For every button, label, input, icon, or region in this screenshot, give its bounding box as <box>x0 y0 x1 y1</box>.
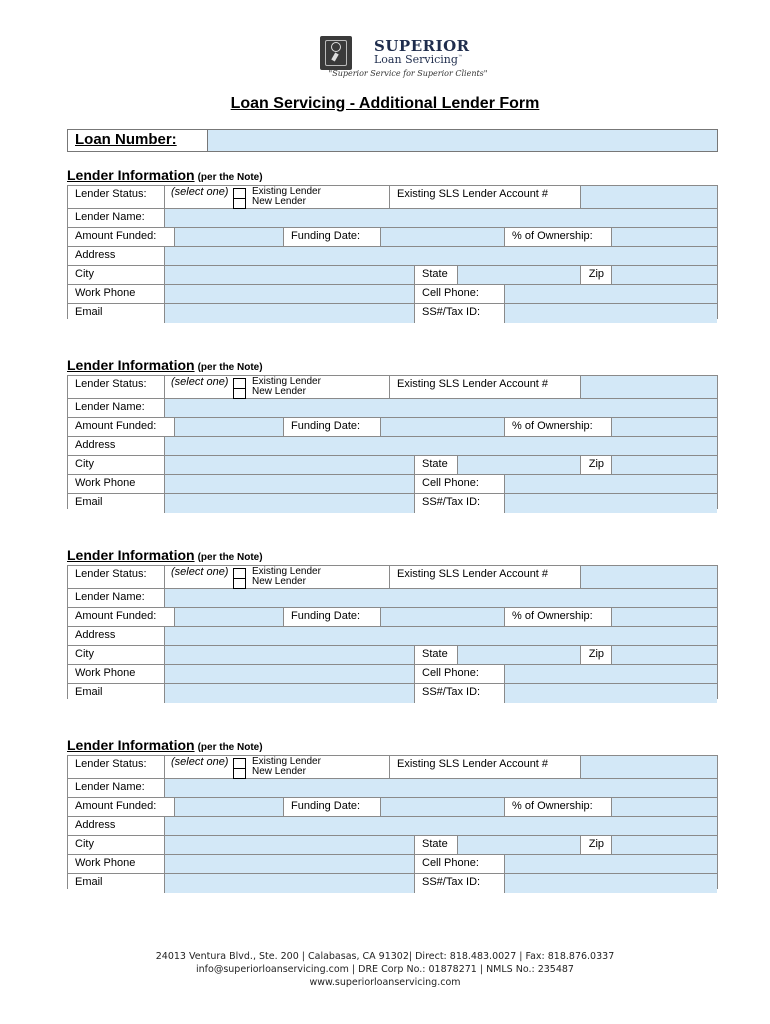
lender-name-label: Lender Name: <box>68 399 165 418</box>
select-one-hint: (select one) <box>171 186 229 198</box>
existing-lender-label: Existing Lender <box>252 756 321 767</box>
brand-tagline: "Superior Service for Superior Clients" <box>328 69 488 78</box>
work-phone-label: Work Phone <box>68 475 165 494</box>
cell-phone-label: Cell Phone: <box>415 855 505 874</box>
select-one-hint: (select one) <box>171 566 229 578</box>
form-title: Loan Servicing - Additional Lender Form <box>230 95 540 112</box>
new-lender-label: New Lender <box>252 386 306 397</box>
state-field[interactable] <box>458 836 581 855</box>
state-field[interactable] <box>458 456 581 475</box>
funding-date-field[interactable] <box>381 228 505 247</box>
lender-name-label: Lender Name: <box>68 589 165 608</box>
lender-status-label: Lender Status: <box>68 756 165 779</box>
ssn-label: SS#/Tax ID: <box>415 304 505 323</box>
lender-information-section <box>67 357 717 521</box>
existing-account-label: Existing SLS Lender Account # <box>390 756 581 779</box>
lender-name-field[interactable] <box>165 399 717 418</box>
zip-field[interactable] <box>612 266 717 285</box>
footer-address: 24013 Ventura Blvd., Ste. 200 | Calabasas, CA 91302| Direct: 818.483.0027 | Fax: 818.876.0337 <box>155 951 615 962</box>
work-phone-label: Work Phone <box>68 665 165 684</box>
zip-label: Zip <box>581 266 612 285</box>
address-field[interactable] <box>165 817 717 836</box>
lender-name-label: Lender Name: <box>68 779 165 798</box>
loan-number-row <box>67 129 718 152</box>
cell-phone-field[interactable] <box>505 475 717 494</box>
cell-phone-label: Cell Phone: <box>415 475 505 494</box>
new-lender-label: New Lender <box>252 576 306 587</box>
ownership-label: % of Ownership: <box>505 608 612 627</box>
cell-phone-field[interactable] <box>505 665 717 684</box>
zip-field[interactable] <box>612 836 717 855</box>
footer <box>0 950 770 989</box>
new-lender-label: New Lender <box>252 196 306 207</box>
address-label: Address <box>68 817 165 836</box>
existing-lender-label: Existing Lender <box>252 376 321 387</box>
zip-field[interactable] <box>612 646 717 665</box>
email-field[interactable] <box>165 304 415 323</box>
work-phone-field[interactable] <box>165 855 415 874</box>
loan-number-field[interactable] <box>209 130 717 151</box>
amount-funded-label: Amount Funded: <box>68 418 175 437</box>
address-label: Address <box>68 247 165 266</box>
funding-date-field[interactable] <box>381 798 505 817</box>
email-label: Email <box>68 494 165 513</box>
cell-phone-label: Cell Phone: <box>415 285 505 304</box>
email-field[interactable] <box>165 494 415 513</box>
state-field[interactable] <box>458 646 581 665</box>
cell-phone-field[interactable] <box>505 285 717 304</box>
lender-name-label: Lender Name: <box>68 209 165 228</box>
cell-phone-field[interactable] <box>505 855 717 874</box>
city-field[interactable] <box>165 456 415 475</box>
lender-grid <box>67 375 718 509</box>
lender-name-field[interactable] <box>165 209 717 228</box>
select-one-hint: (select one) <box>171 376 229 388</box>
funding-date-label: Funding Date: <box>284 418 381 437</box>
loan-number-label: Loan Number: <box>68 130 208 151</box>
state-field[interactable] <box>458 266 581 285</box>
section-title: Lender Information (per the Note) <box>67 357 263 373</box>
ssn-field[interactable] <box>505 494 717 513</box>
funding-date-field[interactable] <box>381 418 505 437</box>
ssn-field[interactable] <box>505 304 717 323</box>
email-field[interactable] <box>165 684 415 703</box>
address-field[interactable] <box>165 247 717 266</box>
new-lender-checkbox[interactable] <box>233 388 246 399</box>
amount-funded-field[interactable] <box>175 608 284 627</box>
ssn-label: SS#/Tax ID: <box>415 874 505 893</box>
lender-grid <box>67 565 718 699</box>
cell-phone-label: Cell Phone: <box>415 665 505 684</box>
funding-date-label: Funding Date: <box>284 798 381 817</box>
city-field[interactable] <box>165 266 415 285</box>
lender-name-field[interactable] <box>165 779 717 798</box>
footer-contact: info@superiorloanservicing.com | DRE Corp No.: 01878271 | NMLS No.: 235487 <box>196 964 574 975</box>
state-label: State <box>415 836 458 855</box>
brand-name: SUPERIOR <box>374 37 470 55</box>
state-label: State <box>415 456 458 475</box>
amount-funded-label: Amount Funded: <box>68 228 175 247</box>
lender-status-options <box>165 756 390 779</box>
lender-information-section <box>67 737 717 901</box>
ownership-field[interactable] <box>612 608 717 627</box>
zip-label: Zip <box>581 646 612 665</box>
city-label: City <box>68 646 165 665</box>
state-label: State <box>415 646 458 665</box>
work-phone-label: Work Phone <box>68 285 165 304</box>
zip-label: Zip <box>581 456 612 475</box>
ssn-field[interactable] <box>505 874 717 893</box>
lender-status-label: Lender Status: <box>68 566 165 589</box>
ssn-label: SS#/Tax ID: <box>415 684 505 703</box>
city-label: City <box>68 456 165 475</box>
ownership-field[interactable] <box>612 228 717 247</box>
email-label: Email <box>68 304 165 323</box>
amount-funded-field[interactable] <box>175 418 284 437</box>
existing-lender-label: Existing Lender <box>252 186 321 197</box>
lender-name-field[interactable] <box>165 589 717 608</box>
lender-information-section <box>67 547 717 711</box>
lender-status-label: Lender Status: <box>68 376 165 399</box>
new-lender-checkbox[interactable] <box>233 578 246 589</box>
company-logo <box>318 34 498 82</box>
city-field[interactable] <box>165 836 415 855</box>
state-label: State <box>415 266 458 285</box>
funding-date-field[interactable] <box>381 608 505 627</box>
section-title: Lender Information (per the Note) <box>67 547 263 563</box>
address-field[interactable] <box>165 437 717 456</box>
existing-account-field[interactable] <box>581 566 717 589</box>
existing-account-field[interactable] <box>581 376 717 399</box>
new-lender-checkbox[interactable] <box>233 198 246 209</box>
existing-account-label: Existing SLS Lender Account # <box>390 376 581 399</box>
city-field[interactable] <box>165 646 415 665</box>
email-label: Email <box>68 684 165 703</box>
zip-label: Zip <box>581 836 612 855</box>
footer-website: www.superiorloanservicing.com <box>309 977 461 988</box>
ownership-field[interactable] <box>612 798 717 817</box>
work-phone-field[interactable] <box>165 285 415 304</box>
lender-status-options <box>165 186 390 209</box>
address-label: Address <box>68 627 165 646</box>
amount-funded-label: Amount Funded: <box>68 608 175 627</box>
existing-account-field[interactable] <box>581 756 717 779</box>
existing-account-field[interactable] <box>581 186 717 209</box>
new-lender-checkbox[interactable] <box>233 768 246 779</box>
amount-funded-label: Amount Funded: <box>68 798 175 817</box>
funding-date-label: Funding Date: <box>284 608 381 627</box>
ownership-label: % of Ownership: <box>505 798 612 817</box>
new-lender-label: New Lender <box>252 766 306 777</box>
ownership-field[interactable] <box>612 418 717 437</box>
email-field[interactable] <box>165 874 415 893</box>
existing-account-label: Existing SLS Lender Account # <box>390 566 581 589</box>
ssn-field[interactable] <box>505 684 717 703</box>
work-phone-field[interactable] <box>165 665 415 684</box>
ssn-label: SS#/Tax ID: <box>415 494 505 513</box>
address-label: Address <box>68 437 165 456</box>
brand-subtitle: Loan Servicing™ <box>374 53 463 66</box>
amount-funded-field[interactable] <box>175 798 284 817</box>
city-label: City <box>68 836 165 855</box>
address-field[interactable] <box>165 627 717 646</box>
funding-date-label: Funding Date: <box>284 228 381 247</box>
ownership-label: % of Ownership: <box>505 418 612 437</box>
lender-grid <box>67 185 718 319</box>
zip-field[interactable] <box>612 456 717 475</box>
lender-grid <box>67 755 718 889</box>
lender-status-options <box>165 376 390 399</box>
existing-lender-label: Existing Lender <box>252 566 321 577</box>
ownership-label: % of Ownership: <box>505 228 612 247</box>
city-label: City <box>68 266 165 285</box>
section-title: Lender Information (per the Note) <box>67 167 263 183</box>
lender-information-section <box>67 167 717 331</box>
select-one-hint: (select one) <box>171 756 229 768</box>
lender-status-options <box>165 566 390 589</box>
section-title: Lender Information (per the Note) <box>67 737 263 753</box>
work-phone-label: Work Phone <box>68 855 165 874</box>
amount-funded-field[interactable] <box>175 228 284 247</box>
existing-account-label: Existing SLS Lender Account # <box>390 186 581 209</box>
email-label: Email <box>68 874 165 893</box>
lender-status-label: Lender Status: <box>68 186 165 209</box>
work-phone-field[interactable] <box>165 475 415 494</box>
safe-icon <box>320 36 352 70</box>
